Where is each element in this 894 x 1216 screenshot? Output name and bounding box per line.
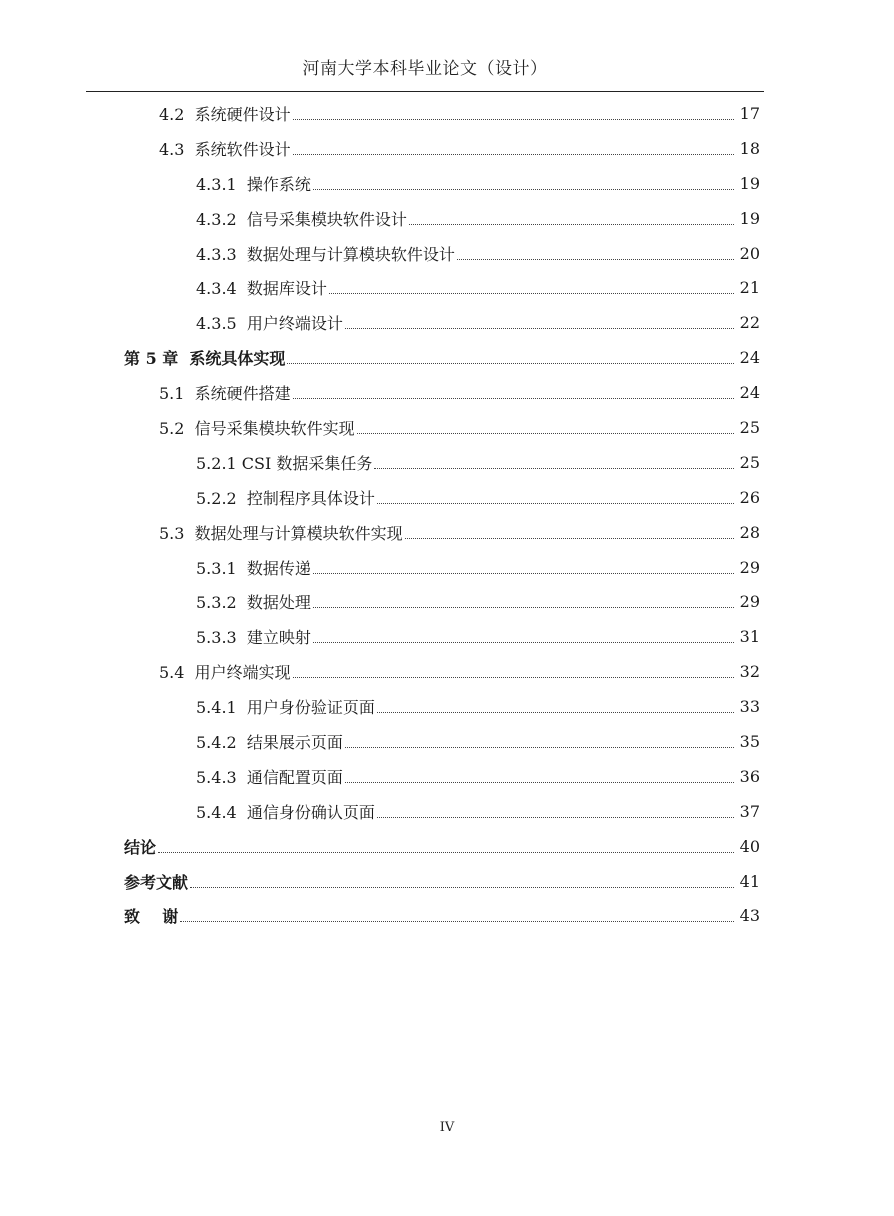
toc-entry-title: 5.4.2 结果展示页面: [196, 732, 343, 752]
page-number: IV: [439, 1120, 455, 1135]
dot-leader: [180, 921, 734, 922]
toc-entry-page-number: 31: [739, 627, 760, 647]
toc-entry[interactable]: [0, 201, 894, 236]
toc-entry[interactable]: [0, 550, 894, 585]
toc-entry-title: 5.1 系统硬件搭建: [159, 384, 291, 404]
toc-entry[interactable]: [0, 829, 894, 864]
dot-leader: [293, 398, 734, 399]
toc-entry-title: 致 谢: [124, 907, 179, 927]
toc-entry-page-number: 29: [739, 592, 760, 612]
dot-leader: [405, 538, 734, 539]
toc-entry-title: 4.3.3 数据处理与计算模块软件设计: [196, 244, 455, 264]
header-rule: [86, 91, 764, 92]
toc-entry-page-number: 21: [739, 278, 760, 298]
toc-entry-page-number: 24: [739, 348, 760, 368]
toc-entry-page-number: 22: [739, 313, 760, 333]
dot-leader: [293, 154, 734, 155]
toc-entry-title: 4.3.4 数据库设计: [196, 279, 327, 299]
dot-leader: [409, 224, 734, 225]
toc-entry-title: 5.3 数据处理与计算模块软件实现: [159, 523, 403, 543]
toc-entry-page-number: 43: [739, 906, 760, 926]
running-header: 河南大学本科毕业论文（设计）: [302, 59, 548, 79]
toc-entry[interactable]: [0, 305, 894, 340]
toc-entry[interactable]: [0, 898, 894, 933]
toc-entry-title: 5.3.2 数据处理: [196, 593, 311, 613]
dot-leader: [293, 119, 734, 120]
dot-leader: [374, 468, 734, 469]
toc-entry[interactable]: [0, 375, 894, 410]
toc-entry-page-number: 19: [739, 208, 760, 228]
toc-entry[interactable]: [0, 270, 894, 305]
toc-entry-page-number: 35: [739, 731, 760, 751]
toc-entry-title: 5.4.1 用户身份验证页面: [196, 698, 375, 718]
dot-leader: [158, 852, 734, 853]
toc-entry-title: 参考文献: [124, 872, 189, 892]
toc-entry[interactable]: [0, 340, 894, 375]
toc-entry[interactable]: [0, 689, 894, 724]
toc-entry-page-number: 26: [739, 487, 760, 507]
toc-entry[interactable]: [0, 166, 894, 201]
toc-entry-title: 4.3.5 用户终端设计: [196, 314, 343, 334]
dot-leader: [293, 677, 734, 678]
toc-entry-title: 5.3.3 建立映射: [196, 628, 311, 648]
toc-entry[interactable]: [0, 619, 894, 654]
toc-entry[interactable]: [0, 584, 894, 619]
dot-leader: [345, 782, 734, 783]
toc-entry[interactable]: [0, 445, 894, 480]
toc-entry-title: 5.3.1 数据传递: [196, 558, 311, 578]
dot-leader: [377, 503, 734, 504]
dot-leader: [313, 189, 734, 190]
toc-entry-page-number: 25: [739, 452, 760, 472]
dot-leader: [313, 642, 734, 643]
toc-entry-title: 4.3.1 操作系统: [196, 174, 311, 194]
toc-entry[interactable]: [0, 724, 894, 759]
toc-entry-page-number: 19: [739, 173, 760, 193]
toc-entry-page-number: 37: [739, 801, 760, 821]
toc-entry-title: 4.3 系统软件设计: [159, 139, 291, 159]
dot-leader: [190, 887, 734, 888]
toc-entry-page-number: 41: [739, 871, 760, 891]
table-of-contents: [0, 96, 894, 933]
toc-entry[interactable]: [0, 864, 894, 899]
toc-entry[interactable]: [0, 410, 894, 445]
dot-leader: [377, 817, 734, 818]
toc-entry-title: 5.4.4 通信身份确认页面: [196, 802, 375, 822]
toc-entry[interactable]: [0, 654, 894, 689]
toc-entry-page-number: 40: [739, 836, 760, 856]
toc-entry[interactable]: [0, 96, 894, 131]
dot-leader: [357, 433, 734, 434]
toc-entry-page-number: 20: [739, 243, 760, 263]
toc-entry-title: 结论: [124, 837, 157, 857]
toc-entry-page-number: 25: [739, 417, 760, 437]
toc-entry-title: 5.2.2 控制程序具体设计: [196, 488, 375, 508]
toc-entry-page-number: 32: [739, 662, 760, 682]
toc-entry-page-number: 24: [739, 383, 760, 403]
toc-entry[interactable]: [0, 480, 894, 515]
toc-entry-title: 4.3.2 信号采集模块软件设计: [196, 209, 407, 229]
dot-leader: [329, 293, 734, 294]
dot-leader: [313, 573, 734, 574]
toc-entry-title: 5.2 信号采集模块软件实现: [159, 418, 355, 438]
toc-entry-title: 4.2 系统硬件设计: [159, 104, 291, 124]
toc-entry-page-number: 33: [739, 697, 760, 717]
toc-entry-title: 5.2.1 CSI 数据采集任务: [196, 453, 373, 473]
toc-entry-page-number: 28: [739, 522, 760, 542]
dot-leader: [377, 712, 734, 713]
toc-entry-page-number: 36: [739, 766, 760, 786]
toc-entry[interactable]: [0, 759, 894, 794]
toc-entry-page-number: 17: [739, 103, 760, 123]
toc-entry-page-number: 18: [739, 138, 760, 158]
toc-entry[interactable]: [0, 131, 894, 166]
dot-leader: [345, 747, 734, 748]
dot-leader: [313, 607, 734, 608]
toc-entry-title: 5.4.3 通信配置页面: [196, 767, 343, 787]
toc-entry[interactable]: [0, 515, 894, 550]
toc-entry-title: 第 5 章 系统具体实现: [124, 349, 286, 369]
toc-entry[interactable]: [0, 236, 894, 271]
dot-leader: [287, 363, 734, 364]
dot-leader: [457, 259, 734, 260]
toc-entry[interactable]: [0, 794, 894, 829]
toc-entry-title: 5.4 用户终端实现: [159, 663, 291, 683]
dot-leader: [345, 328, 734, 329]
toc-entry-page-number: 29: [739, 557, 760, 577]
